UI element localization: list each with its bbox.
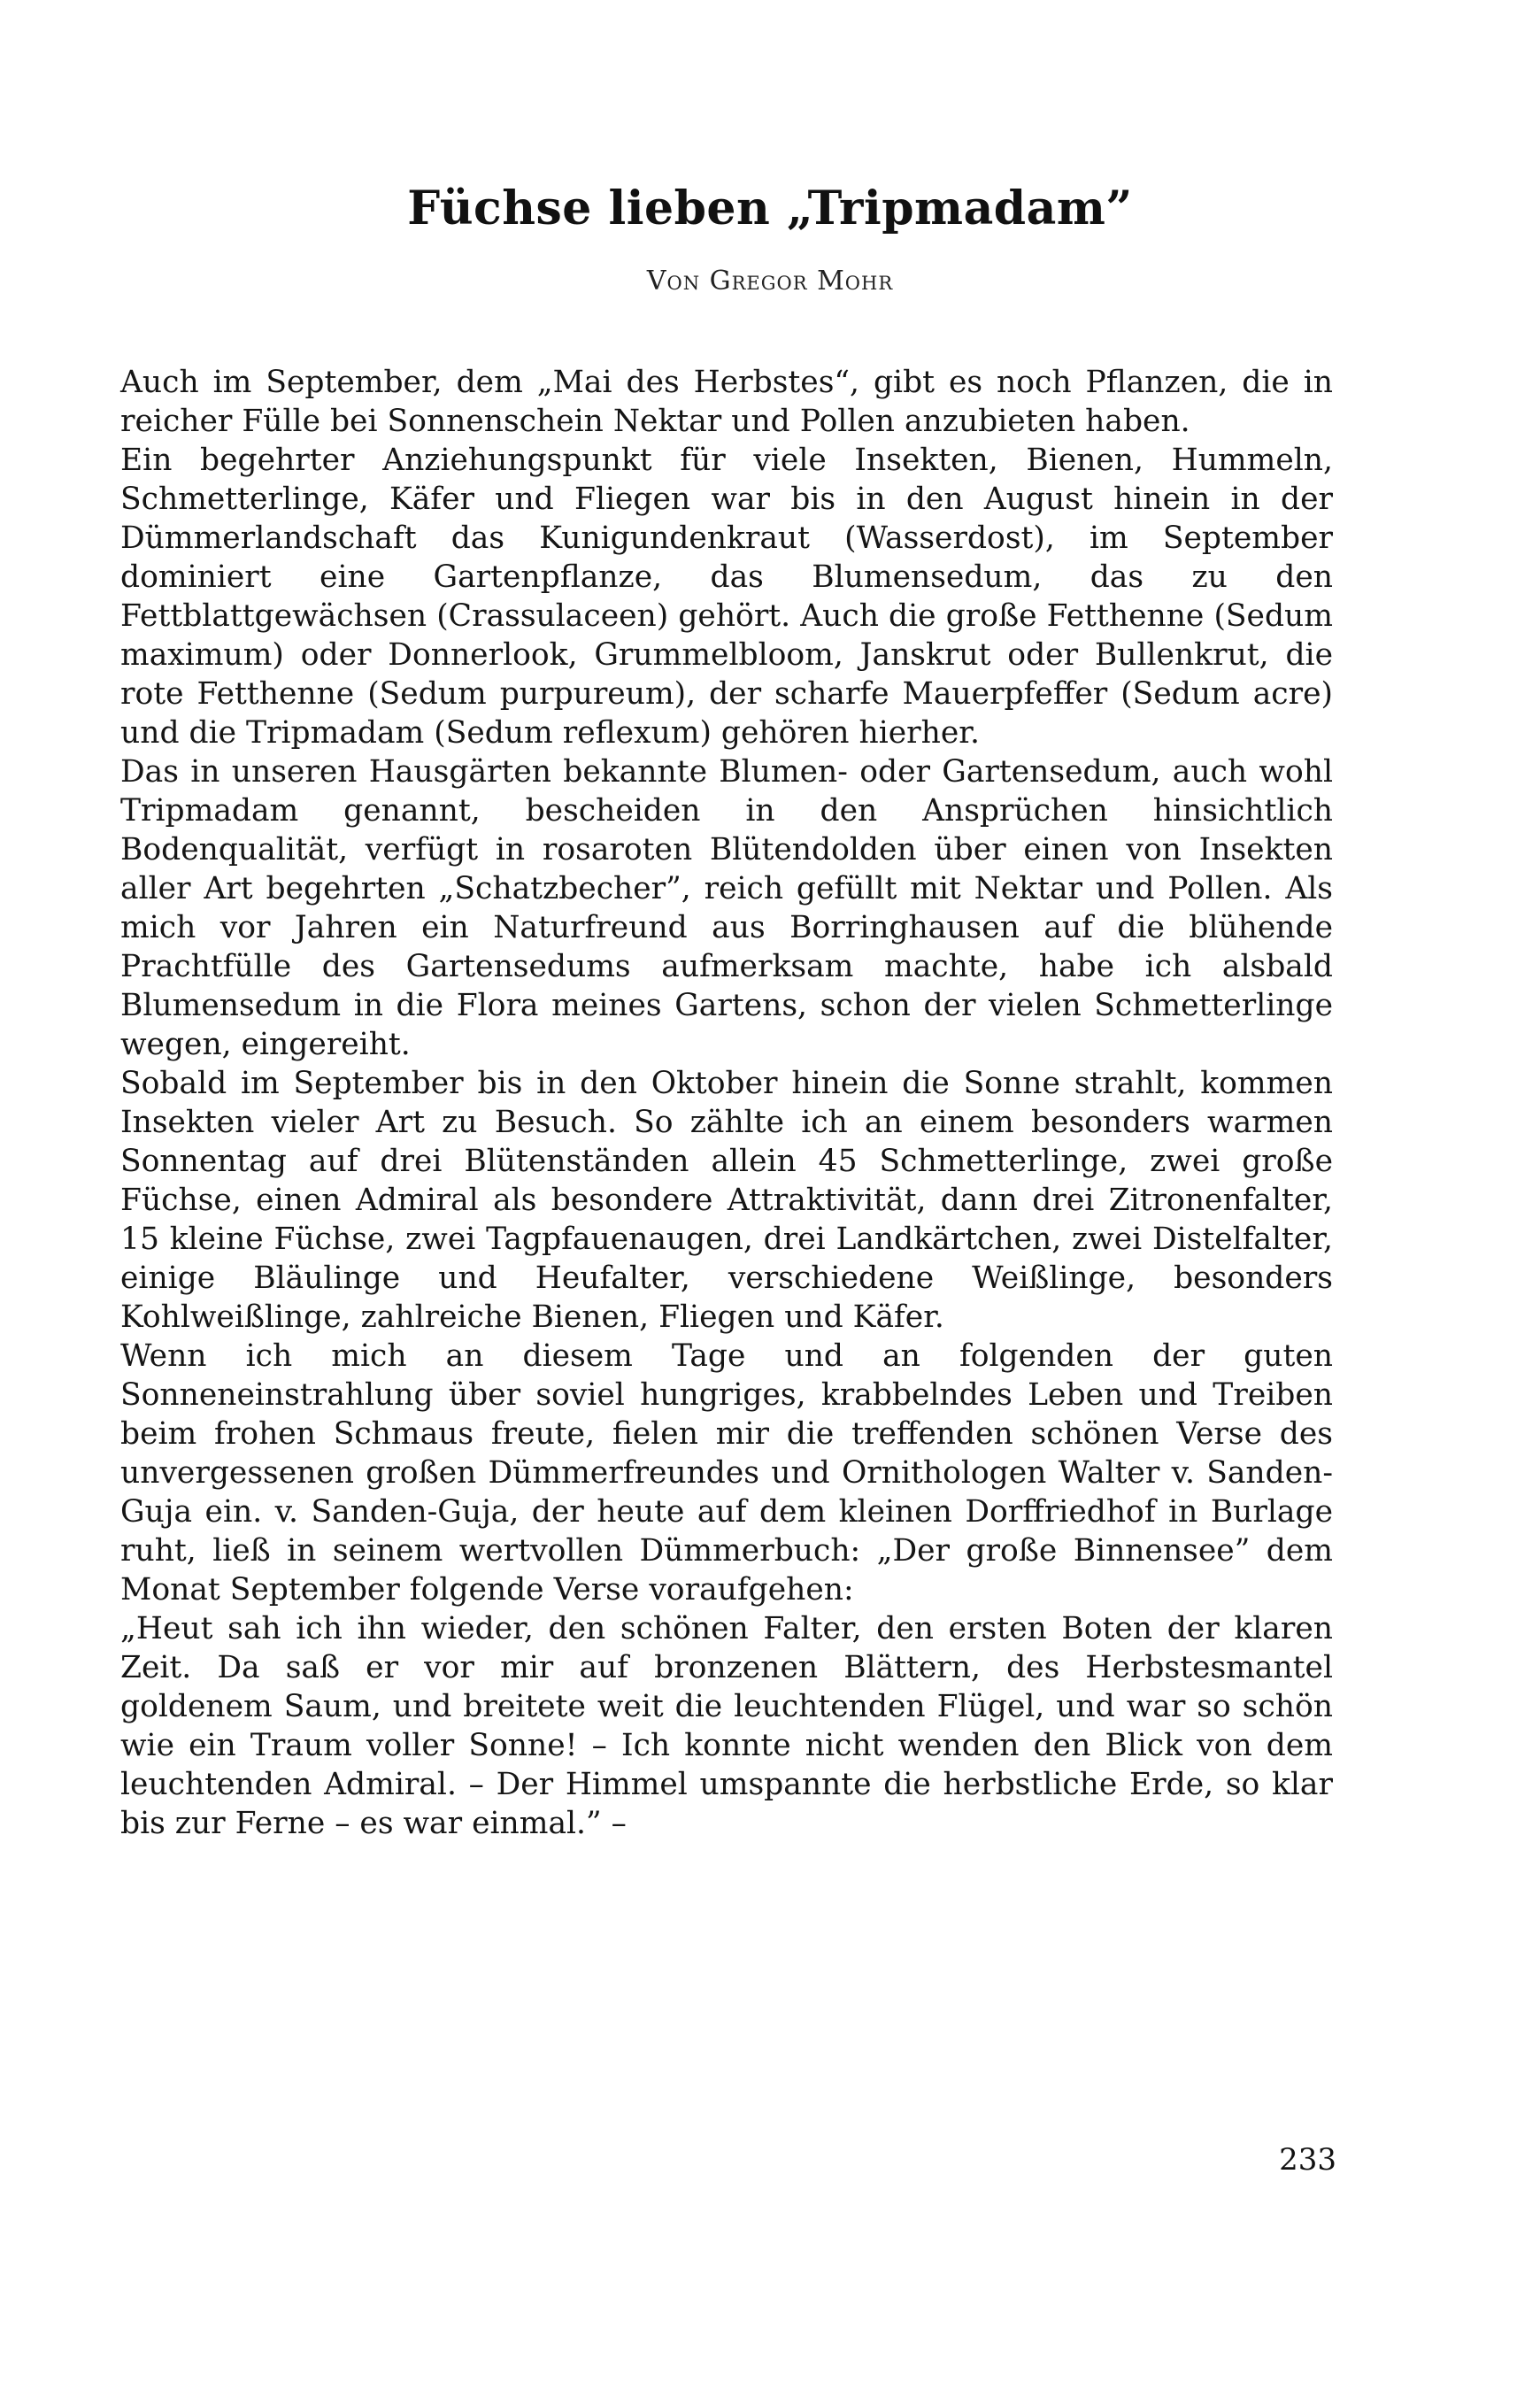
paragraph: Auch im September, dem „Mai des Herbstes“, gibt es noch Pflanzen, die in reicher Fülle bei Sonnenschein Nektar und Pollen anzubieten haben. — [120, 365, 1333, 439]
article-byline: Von Gregor Mohr — [646, 266, 894, 297]
paragraph: „Heut sah ich ihn wieder, den schönen Falter, den ersten Boten der klaren Zeit. Da saß er vor mir auf bronzenen Blättern, des Herbstesmantel goldenem Saum, und breitete weit die leuchtenden Flügel, und war so schön wie ein Traum voller Sonne! – Ich konnte nicht wenden den Blick von dem leuchtenden Admiral. – Der Himmel umspannte die herbstliche Erde, so klar bis zur Ferne – es war einmal.” – — [120, 1611, 1333, 1841]
article-title: Füchse lieben „Tripmadam” — [407, 181, 1133, 235]
paragraph: Ein begehrter Anziehungspunkt für viele Insekten, Bienen, Hummeln, Schmetterlinge, Käfer und Fliegen war bis in den August hinein in der Dümmerlandschaft das Kunigundenkraut (Wasserdost), im September dominiert eine Gartenpflanze, das Blumensedum, das zu den Fettblattgewächsen (Crassulaceen) gehört. Auch die große Fetthenne (Sedum maximum) oder Donnerlook, Grummelbloom, Janskrut oder Bullenkrut, die rote Fetthenne (Sedum purpureum), der scharfe Mauerpfeffer (Sedum acre) und die Tripmadam (Sedum reflexum) gehören hierher. — [120, 443, 1333, 751]
paragraph: Wenn ich mich an diesem Tage und an folgenden der guten Sonneneinstrahlung über soviel hungriges, krabbelndes Leben und Treiben beim frohen Schmaus freute, fielen mir die treffenden schönen Verse des unvergessenen großen Dümmerfreundes und Ornithologen Walter v. Sanden-Guja ein. v. Sanden-Guja, der heute auf dem kleinen Dorffriedhof in Burlage ruht, ließ in seinem wertvollen Dümmerbuch: „Der große Binnensee” dem Monat September folgende Verse voraufgehen: — [120, 1338, 1333, 1607]
paragraph: Das in unseren Hausgärten bekannte Blumen- oder Gartensedum, auch wohl Tripmadam genannt, bescheiden in den Ansprüchen hinsichtlich Bodenqualität, verfügt in rosaroten Blütendolden über einen von Insekten aller Art begehrten „Schatzbecher”, reich gefüllt mit Nektar und Pollen. Als mich vor Jahren ein Naturfreund aus Borringhausen auf die blühende Prachtfülle des Gartensedums aufmerksam machte, habe ich alsbald Blumensedum in die Flora meines Gartens, schon der vielen Schmetterlinge wegen, eingereiht. — [120, 754, 1333, 1062]
article-body — [120, 363, 1333, 1843]
paragraph: Sobald im September bis in den Oktober hinein die Sonne strahlt, kommen Insekten vieler Art zu Besuch. So zählte ich an einem besonders warmen Sonnentag auf drei Blütenständen allein 45 Schmetterlinge, zwei große Füchse, einen Admiral als besondere Attraktivität, dann drei Zitronenfalter, 15 kleine Füchse, zwei Tagpfauenaugen, drei Landkärtchen, zwei Distelfalter, einige Bläulinge und Heufalter, verschiedene Weißlinge, besonders Kohlweißlinge, zahlreiche Bienen, Fliegen und Käfer. — [120, 1066, 1333, 1335]
page-number: 233 — [1279, 2142, 1336, 2178]
